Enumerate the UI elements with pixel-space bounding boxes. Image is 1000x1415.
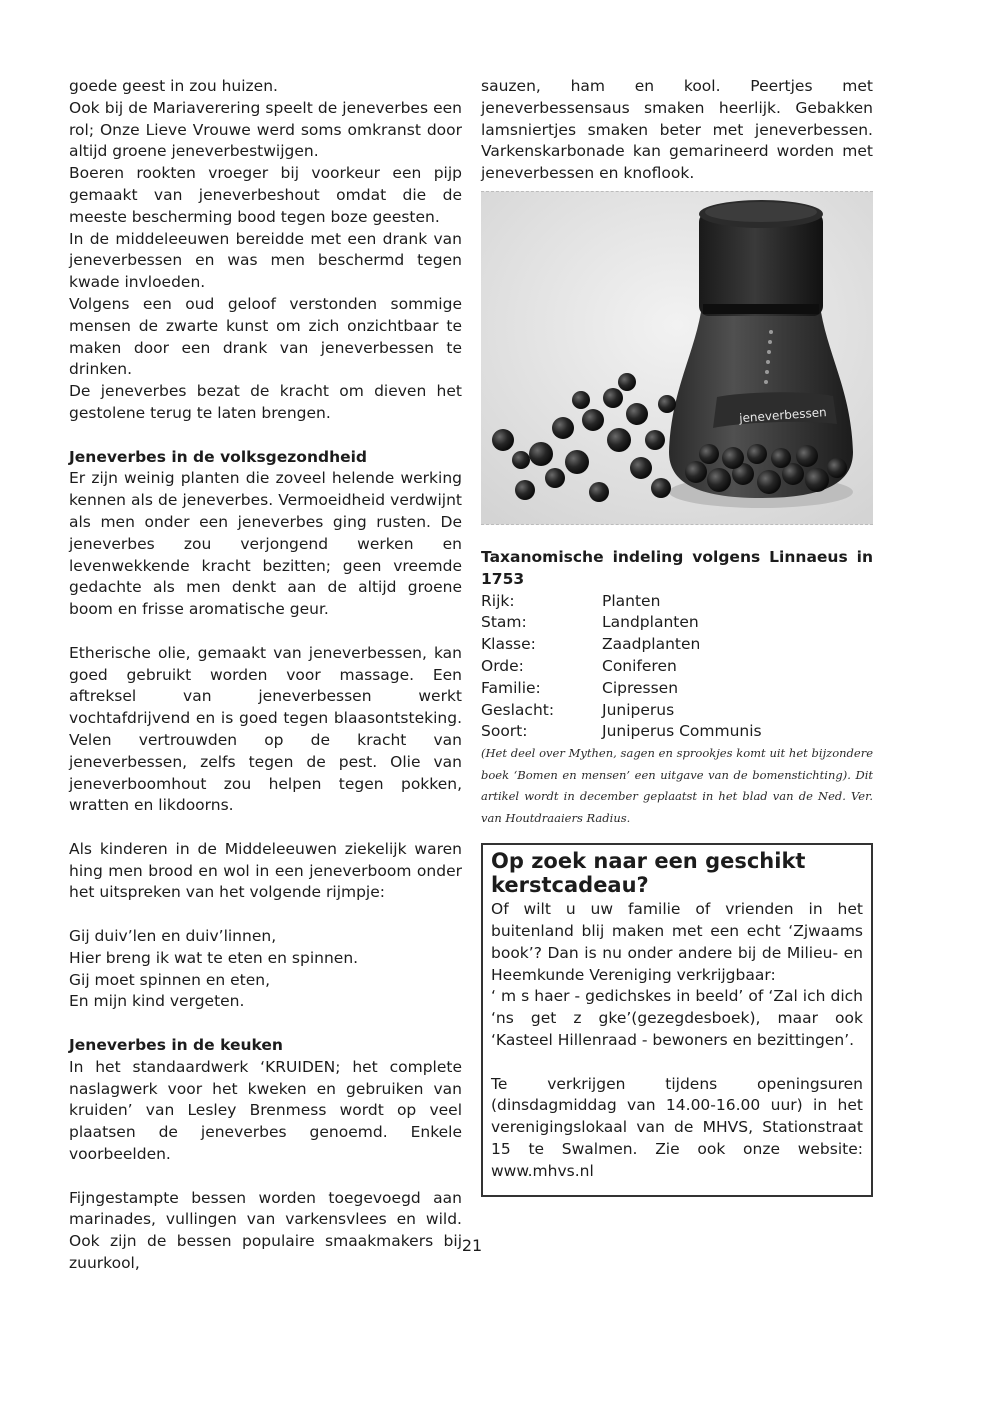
taxonomy-rank: Rijk: (481, 591, 515, 610)
taxonomy-rank: Klasse: (481, 635, 536, 654)
paragraph: In het standaardwerk ‘KRUIDEN; het complete naslagwerk voor het kweken en gebruiken van kruiden’ van Lesley Brenmess wordt op veel plaatsen de jeneverbes genoemd. Enkele voorbeelden. (69, 1057, 462, 1164)
paragraph: Er zijn weinig planten die zoveel helende werking kennen als de jeneverbes. Vermoeidheid verdwijnt als men onder een jeneverbes ging rusten. De jeneverbes zou verjongend werken en levenwekkende kracht bezitten; geen vreemde gedachte als men denkt aan de altijd groene boom en frisse aromatische geur. (69, 469, 462, 619)
taxonomy-value: Juniperus Communis (602, 722, 762, 741)
paragraph: Fijngestampte bessen worden toegevoegd aan marinades, vullingen van varkensvlees en wild. Ook zijn de bessen populaire smaakmakers bij zuurkool, (69, 1188, 462, 1273)
page-number: 21 (461, 1236, 483, 1255)
box-paragraph: ‘ m s haer - gedichskes in beeld’ of ‘Zal ich dich ‘ns get z gke’(gezegdesboek), maar ook ‘Kasteel Hillenraad - bewoners en bezittingen’. (491, 987, 863, 1049)
paragraph: Volgens een oud geloof verstonden sommige mensen de zwarte kunst om zich onzichtbaar te maken door een drank van jeneverbessen te drinken. (69, 294, 462, 379)
taxonomy-value: Planten (602, 591, 661, 610)
paragraph: Etherische olie, gemaakt van jeneverbessen, kan goed gebruikt worden voor massage. Een aftreksel van jeneverbessen werkt vochtafdrijvend en is goed tegen blaasontsteking. Velen vertrouwden op de kracht van jeneverbessen, zelfs tegen de pest. Olie van jeneverboomhout zou helpen tegen pokken, wratten en likdoorns. (69, 643, 462, 815)
paragraph: De jeneverbes bezat de kracht om dieven het gestolene terug te laten brengen. (69, 382, 462, 422)
juniper-jar-photo (481, 191, 873, 525)
rhyme (69, 926, 462, 1013)
box-paragraph: Te verkrijgen tijdens openingsuren (dinsdagmiddag van 14.00-16.00 uur) in het verenigingslokaal van de MHVS, Stationstraat 15 te Swalmen. Zie ook onze website: www.mhvs.nl (491, 1074, 863, 1180)
paragraph: Ook bij de Mariaverering speelt de jeneverbes een rol; Onze Lieve Vrouwe werd soms omkranst door altijd groene jeneverbestwijgen. (69, 98, 462, 161)
taxonomy-value: Landplanten (602, 613, 699, 632)
table-row (481, 591, 762, 613)
juniper-jar-illustration (481, 192, 873, 524)
right-column (481, 76, 873, 1197)
taxonomy-value: Zaadplanten (602, 635, 701, 654)
table-row (481, 721, 762, 743)
paragraph: Als kinderen in de Middeleeuwen ziekelijk waren hing men brood en wol in een jeneverboom onder het uitspreken van het volgende rijmpje: (69, 839, 462, 902)
taxonomy-value: Cipressen (602, 678, 679, 697)
taxonomy-value: Coniferen (602, 656, 677, 675)
taxonomy-rank: Orde: (481, 656, 524, 675)
table-row (481, 700, 762, 722)
taxonomy-title: Taxanomische indeling volgens Linnaeus in 1753 (481, 547, 873, 588)
section-heading-kitchen: Jeneverbes in de keuken (69, 1036, 283, 1055)
taxonomy-rank: Geslacht: (481, 700, 555, 719)
taxonomy-rank: Stam: (481, 613, 527, 632)
rhyme-line: Hier breng ik wat te eten en spinnen. (69, 948, 359, 967)
table-row (481, 678, 762, 700)
box-paragraph: Of wilt u uw familie of vrienden in het buitenland blij maken met een echt ‘Zjwaams book’? Dan is nu onder andere bij de Milieu- en Heemkunde Vereniging verkrijgbaar: (491, 900, 863, 984)
taxonomy-value: Juniperus (602, 700, 675, 719)
paragraph: goede geest in zou huizen. (69, 77, 278, 95)
paragraph: In de middeleeuwen bereidde met een drank van jeneverbessen en was men beschermd tegen kwade invloeden. (69, 229, 462, 292)
left-column (69, 76, 462, 1275)
section-heading-health: Jeneverbes in de volksgezondheid (69, 447, 368, 466)
table-row (481, 634, 762, 656)
paragraph: sauzen, ham en kool. Peertjes met jeneverbessensaus smaken heerlijk. Gebakken lamsniertjes smaken beter met jeneverbessen. Varkenskarbonade kan gemarineerd worden met jeneverbessen en knoflook. (481, 77, 873, 183)
christmas-gift-box (481, 843, 873, 1196)
taxonomy-table (481, 591, 762, 744)
taxonomy-rank: Familie: (481, 678, 541, 697)
taxonomy-rank: Soort: (481, 722, 528, 741)
rhyme-line: Gij moet spinnen en eten, (69, 970, 271, 989)
paragraph: Boeren rookten vroeger bij voorkeur een pijp gemaakt van jeneverbeshout omdat die de meeste bescherming bood tegen boze geesten. (69, 164, 462, 226)
jar-label-text: jeneverbessen (738, 405, 828, 426)
box-title: Op zoek naar een geschikt kerstcadeau? (491, 849, 806, 898)
source-note: (Het deel over Mythen, sagen en sprookjes komt uit het bijzondere boek ‘Bomen en mensen’ een uitgave van de bomenstichting). Dit artikel wordt in december geplaatst in het blad van de Ned. Ver. van Houtdraaiers Radius. (481, 746, 873, 825)
rhyme-line: En mijn kind vergeten. (69, 992, 245, 1011)
rhyme-line: Gij duiv’len en duiv’linnen, (69, 927, 277, 946)
table-row (481, 656, 762, 678)
table-row (481, 612, 762, 634)
